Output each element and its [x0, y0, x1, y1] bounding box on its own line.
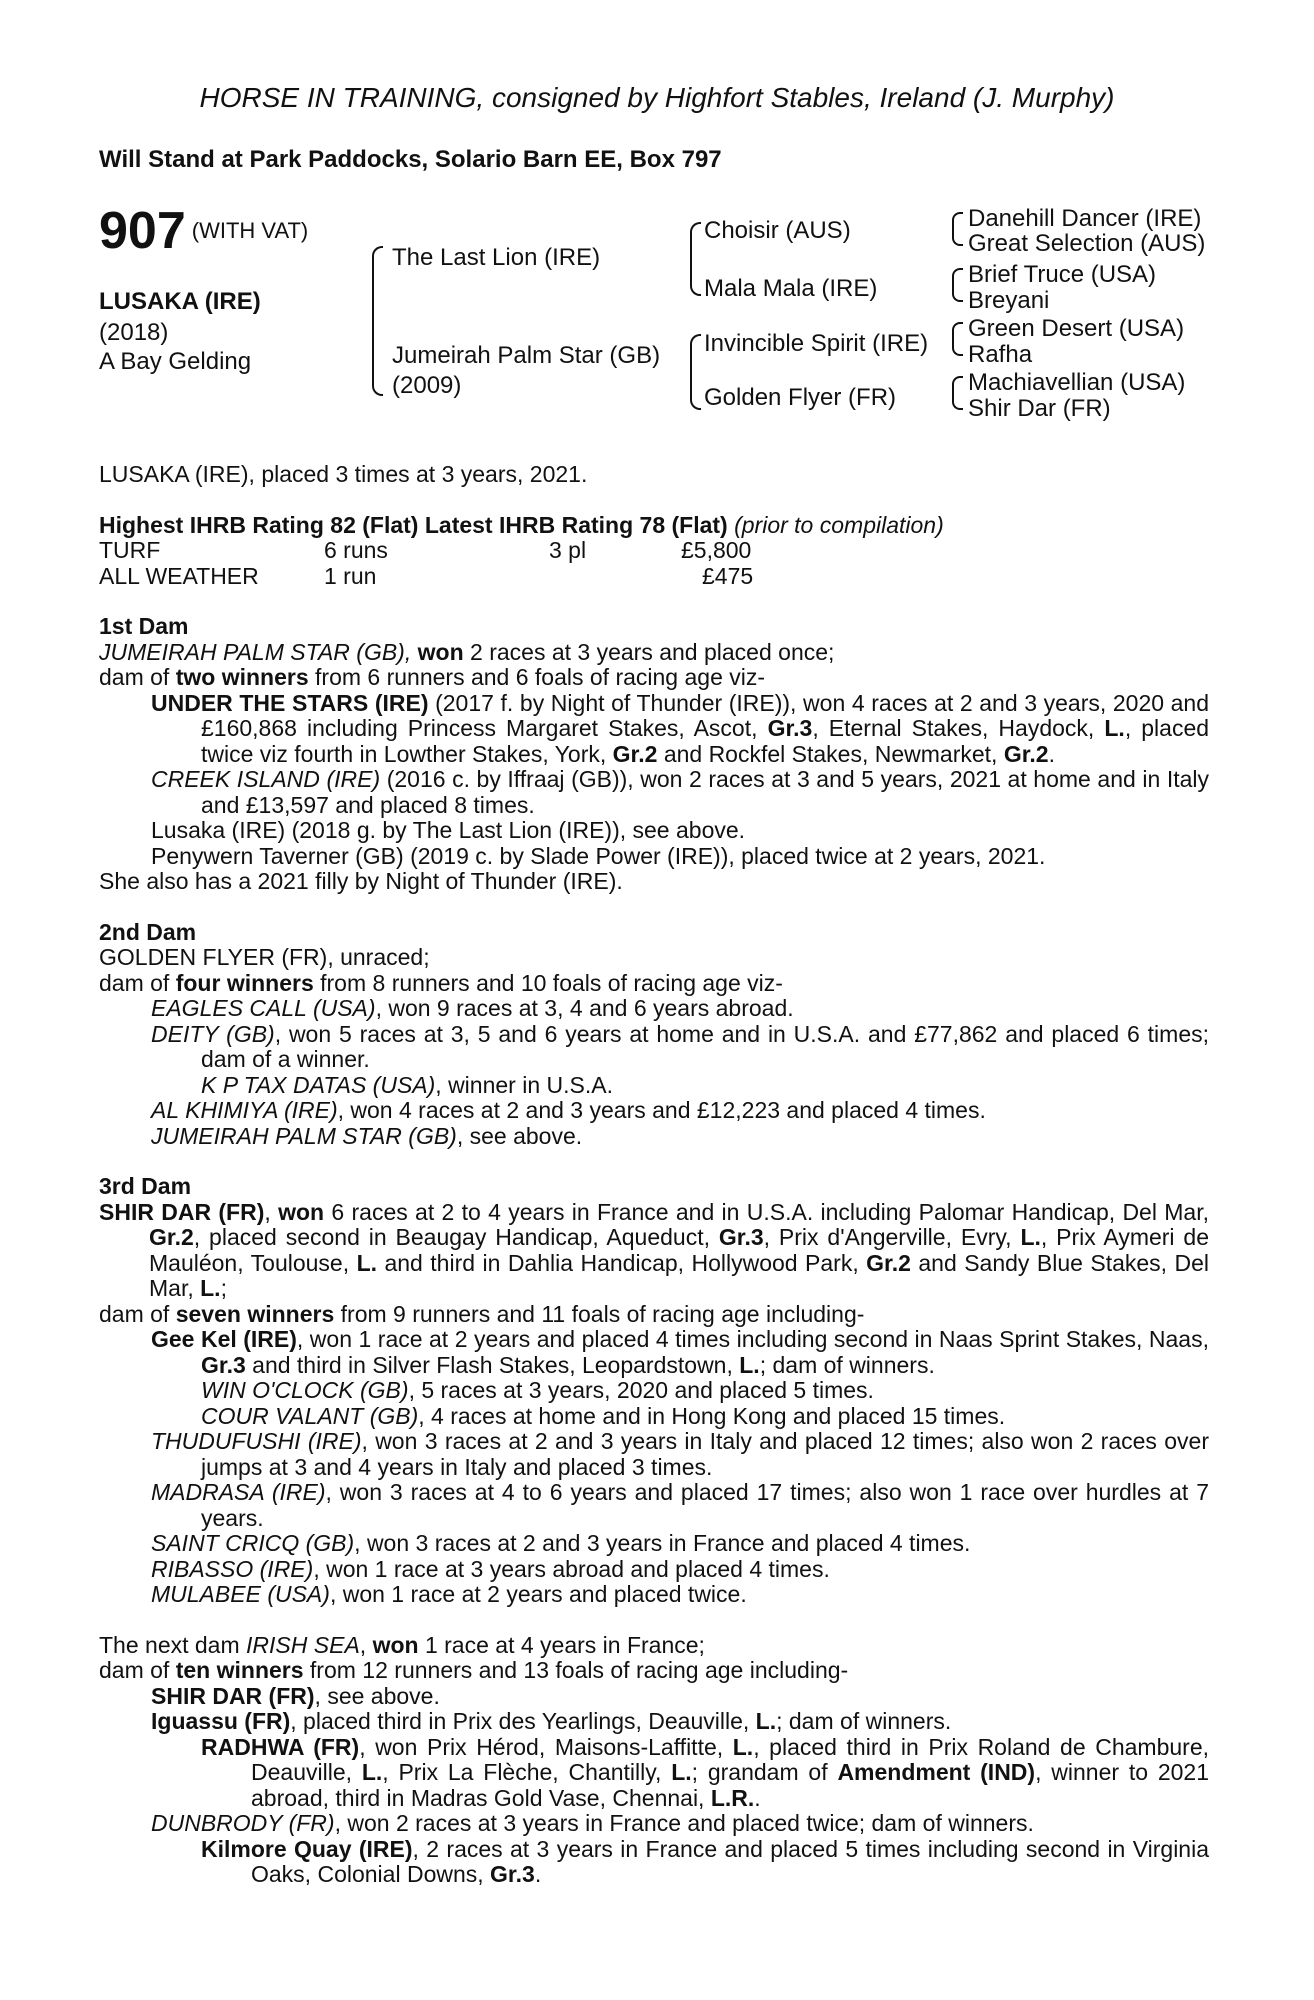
turf-row	[99, 538, 1209, 564]
produce-text: , placed twice viz fourth in Lowther Stakes, York,	[201, 715, 1210, 767]
winners-count: four winners	[175, 969, 314, 996]
second-dam-heading: 2nd Dam	[99, 918, 197, 945]
winners-count: two winners	[175, 664, 309, 690]
produce-win-oclock	[99, 1378, 1209, 1404]
produce-name: RADHWA (FR)	[201, 1733, 360, 1760]
produce-text: , won 9 races at 3, 4 and 6 years abroad.	[375, 995, 794, 1021]
all-weather-row	[99, 564, 1209, 590]
produce-name: COUR VALANT (GB)	[201, 1402, 419, 1429]
produce-text: (2017 f. by Night of Thunder (IRE)), won 4 races at 2 and 3 years, 2020 and £160,868 including Princess Margaret Stakes, Ascot,	[201, 689, 1210, 741]
aw-amount: £475	[702, 562, 754, 589]
rating-note: (prior to compilation)	[734, 511, 944, 538]
produce-text: .	[534, 1861, 542, 1887]
produce-text: , won 5 races at 3, 5 and 6 years at home and in U.S.A. and £77,862 and placed 6 times; dam of a winner.	[201, 1020, 1209, 1072]
produce-text: , winner in U.S.A.	[435, 1071, 613, 1098]
produce-text: , see above.	[314, 1682, 440, 1709]
turf-placed: 3 pl	[549, 537, 587, 563]
dam-of: dam of	[99, 1657, 170, 1683]
listed-text: L.	[755, 1708, 777, 1734]
pedigree-dam-dam: Golden Flyer (FR)	[704, 384, 897, 411]
pedigree-brace-main	[372, 246, 383, 396]
grade-text: Gr.3	[490, 1861, 535, 1887]
produce-under-the-stars	[99, 691, 1209, 768]
stand-location: Will Stand at Park Paddocks, Solario Barn EE, Box 797	[99, 146, 722, 173]
produce-mulabee	[99, 1582, 1209, 1608]
listed-text: L.	[356, 1249, 378, 1276]
produce-text: .	[1048, 740, 1055, 767]
turf-label: TURF	[99, 537, 161, 563]
produce-name: RIBASSO (IRE)	[151, 1555, 314, 1582]
produce-name: DUNBRODY (FR)	[151, 1810, 335, 1836]
listed-text: L.R.	[710, 1784, 755, 1811]
turf-amount: £5,800	[681, 537, 752, 563]
produce-name: DEITY (GB)	[151, 1020, 275, 1047]
lot-number-value: 907	[99, 202, 186, 260]
listed-text: L.	[361, 1759, 383, 1785]
dam-of: dam of	[99, 664, 170, 690]
produce-dunbrody	[99, 1811, 1209, 1837]
produce-name: UNDER THE STARS (IRE)	[151, 689, 429, 716]
won-text: won	[278, 1198, 325, 1225]
produce-kp-tax-datas	[99, 1073, 1209, 1099]
produce-name: MADRASA (IRE)	[151, 1479, 326, 1505]
horse-year: (2018)	[99, 319, 169, 346]
grade-text: Gr.2	[149, 1224, 194, 1250]
next-dam-label: The next dam	[99, 1631, 240, 1658]
dam-text: , placed second in Beaugay Handicap, Aqueduct,	[193, 1224, 710, 1250]
produce-text: , won 1 race at 2 years and placed 4 times including second in Naas Sprint Stakes, Naas,	[296, 1326, 1209, 1352]
next-dam-line	[99, 1633, 1209, 1659]
produce-radhwa	[99, 1735, 1209, 1812]
produce-text: (2016 c. by Iffraaj (GB)), won 2 races at 3 and 5 years, 2021 at home and in Italy and £13,597 and placed 8 times.	[201, 766, 1210, 818]
produce-name: MULABEE (USA)	[151, 1581, 330, 1607]
produce-name: EAGLES CALL (USA)	[151, 995, 376, 1021]
pedigree-dam-sire: Invincible Spirit (IRE)	[704, 330, 929, 357]
produce-text: ; grandam of	[691, 1759, 828, 1785]
produce-name: JUMEIRAH PALM STAR (GB)	[151, 1122, 457, 1149]
pedigree-dam: Jumeirah Palm Star (GB)	[392, 342, 661, 369]
produce-text: , won Prix Hérod, Maisons-Laffitte,	[359, 1733, 724, 1760]
horse-info	[99, 318, 251, 376]
produce-deity	[99, 1022, 1209, 1073]
produce-text: , won 3 races at 2 and 3 years in France and placed 4 times.	[354, 1530, 971, 1556]
produce-text: ; dam of winners.	[776, 1708, 952, 1734]
rating-line	[99, 513, 1209, 539]
first-dam-produce-line	[99, 665, 1209, 691]
produce-text: , winner to 2021 abroad, third in Madras Gold Vase, Chennai,	[251, 1759, 1209, 1811]
dam-record: 2 races at 3 years and placed once;	[470, 638, 835, 665]
pedigree-g8: Shir Dar (FR)	[968, 395, 1111, 422]
dam-text: and third in Dahlia Handicap, Hollywood Park,	[384, 1249, 859, 1276]
produce-text: , won 1 race at 2 years and placed twice.	[329, 1581, 747, 1607]
winners-count: ten winners	[175, 1657, 304, 1683]
produce-creek-island	[99, 767, 1209, 818]
grade-text: Gr.2	[612, 740, 658, 767]
produce-madrasa	[99, 1480, 1209, 1531]
dam-text: 6 races at 2 to 4 years in France and in U.S.A. including Palomar Handicap, Del Mar,	[331, 1198, 1209, 1225]
listed-text: L.	[739, 1351, 760, 1378]
third-dam-heading: 3rd Dam	[99, 1173, 192, 1199]
pedigree-g7: Machiavellian (USA)	[968, 369, 1186, 396]
pedigree-brace-g1	[952, 212, 963, 246]
pedigree-g5: Green Desert (USA)	[968, 315, 1185, 342]
second-dam-line: GOLDEN FLYER (FR), unraced;	[99, 944, 430, 970]
pedigree-sire-dam: Mala Mala (IRE)	[704, 275, 878, 302]
pedigree-brace-dam	[690, 334, 701, 410]
produce-name: WIN O'CLOCK (GB)	[201, 1377, 409, 1403]
runners-text: from 8 runners and 10 foals of racing age viz-	[320, 969, 783, 996]
horse-name: LUSAKA (IRE)	[99, 288, 261, 315]
produce-text: ; dam of winners.	[759, 1351, 935, 1378]
pedigree-g6: Rafha	[968, 341, 1033, 368]
first-dam-heading: 1st Dam	[99, 613, 189, 639]
dam-text: ;	[220, 1275, 227, 1301]
pedigree-brace-g2	[952, 268, 963, 302]
runners-text: from 12 runners and 13 foals of racing age including-	[309, 1657, 849, 1683]
dam-text: ,	[264, 1198, 271, 1225]
grade-text: Gr.2	[1003, 740, 1049, 767]
produce-text: , Prix La Flèche, Chantilly,	[382, 1759, 662, 1785]
produce-lusaka: Lusaka (IRE) (2018 g. by The Last Lion (IRE)), see above.	[151, 817, 746, 843]
listed-text: L.	[200, 1275, 221, 1301]
produce-ribasso	[99, 1557, 1209, 1583]
produce-text: , see above.	[456, 1122, 583, 1149]
third-dam-produce-line	[99, 1302, 1209, 1328]
produce-jumeirah-palm-star	[99, 1124, 1209, 1150]
aw-runs: 1 run	[324, 562, 377, 589]
grade-text: Gr.3	[201, 1351, 246, 1378]
produce-al-khimiya	[99, 1098, 1209, 1124]
dam-text: ,	[359, 1631, 367, 1658]
listed-text: L.	[732, 1733, 754, 1760]
produce-name: Iguassu (FR)	[151, 1708, 291, 1734]
produce-shir-dar	[99, 1684, 1209, 1710]
dam-text: , Prix d'Angerville, Evry,	[763, 1224, 1012, 1250]
first-dam-line	[99, 640, 1209, 666]
aw-label: ALL WEATHER	[99, 562, 259, 589]
runners-text: from 6 runners and 6 foals of racing age viz-	[315, 664, 766, 690]
pedigree-g4: Breyani	[968, 287, 1050, 314]
lot-number	[99, 202, 309, 267]
dam-text: and Sandy Blue Stakes, Del Mar,	[149, 1249, 1210, 1301]
listed-text: L.	[671, 1759, 692, 1785]
pedigree-dam-year: (2009)	[392, 372, 462, 399]
produce-text: , Eternal Stakes, Haydock,	[812, 715, 1095, 741]
produce-cour-valant	[99, 1404, 1209, 1430]
produce-text: , won 3 races at 4 to 6 years and placed 17 times; also won 1 race over hurdles at 7 years.	[201, 1479, 1209, 1531]
winners-count: seven winners	[175, 1300, 335, 1327]
produce-name: AL KHIMIYA (IRE)	[151, 1097, 338, 1123]
turf-runs: 6 runs	[324, 537, 388, 563]
pedigree-brace-sire	[690, 222, 701, 296]
grade-text: Gr.3	[718, 1224, 764, 1250]
produce-text: , 5 races at 3 years, 2020 and placed 5 times.	[408, 1377, 874, 1403]
third-dam-line	[99, 1200, 1209, 1302]
produce-name: THUDUFUSHI (IRE)	[151, 1428, 362, 1454]
grade-text: Gr.3	[767, 715, 813, 741]
rating-bold: Highest IHRB Rating 82 (Flat) Latest IHRB Rating 78 (Flat)	[99, 511, 728, 538]
produce-text: , 4 races at home and in Hong Kong and placed 15 times.	[418, 1402, 1006, 1429]
produce-gee-kel	[99, 1327, 1209, 1378]
pedigree-sire-sire: Choisir (AUS)	[704, 217, 851, 244]
pedigree-g3: Brief Truce (USA)	[968, 261, 1157, 288]
produce-iguassu	[99, 1709, 1209, 1735]
produce-saint-cricq	[99, 1531, 1209, 1557]
grade-text: Gr.2	[866, 1249, 911, 1276]
produce-name: Gee Kel (IRE)	[151, 1326, 297, 1352]
dam-name: JUMEIRAH PALM STAR (GB),	[99, 638, 412, 665]
produce-text: .	[754, 1784, 761, 1811]
second-dam-produce-line	[99, 971, 1209, 997]
produce-text: , placed third in Prix Roland de Chambure, Deauville,	[251, 1733, 1209, 1785]
produce-text: , won 3 races at 2 and 3 years in Italy and placed 12 times; also won 2 races over jumps at 3 and 4 years in Italy and placed 3 times.	[201, 1428, 1209, 1480]
horse-description: A Bay Gelding	[99, 348, 252, 375]
dam-of: dam of	[99, 969, 170, 996]
produce-name: SHIR DAR (FR)	[151, 1682, 315, 1709]
produce-penywern-taverner: Penywern Taverner (GB) (2019 c. by Slade Power (IRE)), placed twice at 2 years, 2021.	[151, 842, 1046, 869]
grandson-name: Amendment (IND)	[837, 1759, 1036, 1785]
produce-text: , won 1 race at 3 years abroad and placed 4 times.	[313, 1555, 830, 1582]
listed-text: L.	[1020, 1224, 1041, 1250]
produce-name: Kilmore Quay (IRE)	[201, 1835, 413, 1862]
dam-text: , Prix Aymeri de Mauléon, Toulouse,	[149, 1224, 1210, 1276]
race-summary: LUSAKA (IRE), placed 3 times at 3 years, 2021.	[99, 461, 588, 487]
produce-text: and third in Silver Flash Stakes, Leopardstown,	[252, 1351, 733, 1378]
produce-kilmore-quay	[99, 1837, 1209, 1888]
pedigree-g1: Danehill Dancer (IRE)	[968, 205, 1202, 232]
vat-note: (WITH VAT)	[191, 218, 309, 243]
pedigree-sire: The Last Lion (IRE)	[392, 244, 601, 271]
produce-filly: She also has a 2021 filly by Night of Thunder (IRE).	[99, 868, 623, 894]
dam-name: IRISH SEA	[246, 1631, 360, 1658]
produce-name: K P TAX DATAS (USA)	[201, 1071, 436, 1098]
produce-name: CREEK ISLAND (IRE)	[151, 766, 381, 792]
listed-text: L.	[1104, 715, 1125, 741]
dam-text: 1 race at 4 years in France;	[424, 1631, 705, 1658]
produce-thudufushi	[99, 1429, 1209, 1480]
pedigree-brace-g3	[952, 322, 963, 356]
dam-of: dam of	[99, 1300, 170, 1327]
produce-eagles-call	[99, 996, 1209, 1022]
page-title: HORSE IN TRAINING, consigned by Highfort Stables, Ireland (J. Murphy)	[199, 82, 1115, 113]
won-text: won	[417, 638, 464, 665]
runners-text: from 9 runners and 11 foals of racing age including-	[340, 1300, 865, 1327]
produce-text: , 2 races at 3 years in France and placed 5 times including second in Virginia Oaks, Colonial Downs,	[251, 1835, 1209, 1887]
catalogue-body	[99, 462, 1209, 1888]
dam-name: SHIR DAR (FR)	[99, 1198, 265, 1225]
pedigree-brace-g4	[952, 376, 963, 410]
produce-text: and Rockfel Stakes, Newmarket,	[663, 740, 998, 767]
pedigree-g2: Great Selection (AUS)	[968, 230, 1206, 257]
produce-text: , won 2 races at 3 years in France and placed twice; dam of winners.	[334, 1810, 1034, 1836]
won-text: won	[372, 1631, 419, 1658]
next-dam-produce-line	[99, 1658, 1209, 1684]
produce-text: , won 4 races at 2 and 3 years and £12,223 and placed 4 times.	[337, 1097, 986, 1123]
produce-name: SAINT CRICQ (GB)	[151, 1530, 355, 1556]
produce-text: , placed third in Prix des Yearlings, Deauville,	[290, 1708, 750, 1734]
